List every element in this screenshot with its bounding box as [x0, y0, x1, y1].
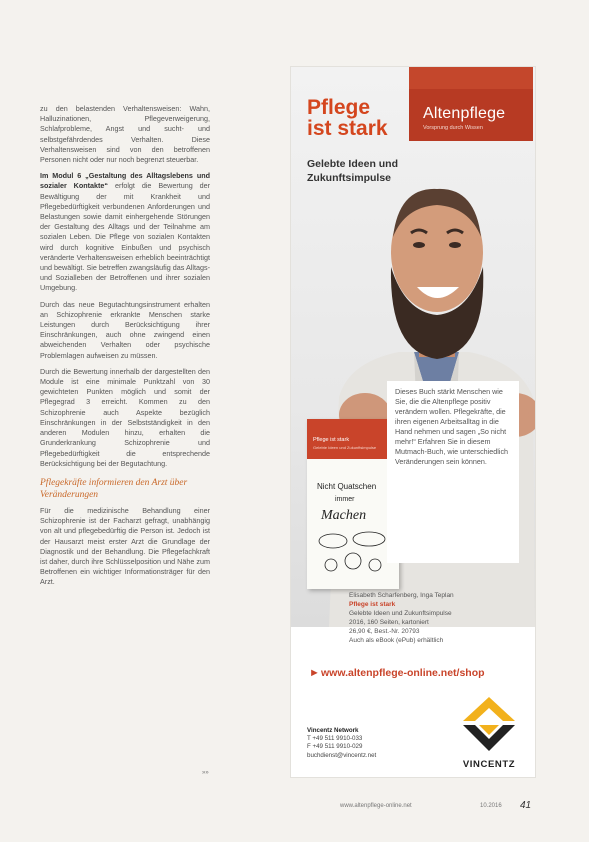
article-paragraph-1: zu den belastenden Verhaltensweisen: Wahn, Halluzinationen, Pflegeverweigerung, Schlafprobleme, Angst und sucht- und selbstgefährdendes Verhalten. Diese Verhaltensweisen sind von den betroffenen Personen nicht oder nur noch begrenzt steuerbar. [40, 104, 210, 165]
ad-headline [307, 97, 388, 139]
article-column [40, 104, 210, 594]
continued-mark: »» [202, 770, 209, 776]
publisher-email[interactable]: buchdienst@vincentz.net [307, 751, 377, 759]
ad-headline-line-1: Pflege [307, 96, 371, 119]
vincentz-logo-icon [459, 695, 519, 753]
book-info [349, 591, 529, 645]
book-art-line-2: immer [335, 496, 355, 503]
ad-description-box [387, 381, 519, 563]
footer-issue: 10.2016 [480, 803, 502, 809]
article-paragraph-3: Durch das neue Begutachtungsinstrument erhalten an Schizophrenie erkrankte Menschen starke Leistungen durch Berücksichtigung ihrer Einschränkungen, auch ohne zwingend einen abweichenden Verhalten oder psychische Problemlagen aufweisen zu müssen. [40, 299, 210, 360]
article-paragraph-4: Durch die Bewertung innerhalb der dargestellten den Module ist eine minimale Punktzahl von 30 gewichteten Punkten möglich und somit der Pflegegrad 3 erreicht. Kommen zu den Schizophrenie auch Aspekte bezüglich Einschränkungen in der Selbstständigkeit in den anderen Modulen hinzu, erhalten die Grunderkrankung Schizophrenie und Pflegebedürftigkeit die entsprechende Berücksichtigung bei der Begutachtung. [40, 366, 210, 468]
book-detail-3: 26,90 €, Best.-Nr. 20793 [349, 628, 420, 635]
ad-description: Dieses Buch stärkt Menschen wie Sie, die die Altenpflege positiv verändern wollen. Pflegekräfte, die ihren eigenen Arbeitsalltag in die Hand nehmen und sagen „So nicht mehr!“ Erfahren Sie in diesem Mutmach-Buch, wie unterschiedlich Veränderungen sein können. [395, 387, 509, 466]
arrow-right-icon: ► [309, 667, 320, 679]
book-cover-title: Pflege ist stark [313, 437, 350, 443]
publisher-phone: T +49 511 9910-033 [307, 735, 363, 743]
article-paragraph-5: Für die medizinische Behandlung einer Schizophrenie ist der Facharzt gefragt, unabhängig von alt und pflegebedürftig die Person ist. Jedoch ist der Hausarzt meist erster Arzt die Grundlage der Diagnostik und der Behandlung. Die Pflegefachkraft ist daher, durch ihre Schlüsselposition und Nähe zum Betroffenen ein wichtiger Informationsträger für den Arzt. [40, 505, 210, 587]
publisher-fax: F +49 511 9910-029 [307, 743, 363, 751]
publisher-contact [307, 727, 437, 760]
footer-url: www.altenpflege-online.net [340, 803, 412, 809]
book-cover [307, 419, 399, 589]
book-advertisement [290, 66, 536, 778]
shop-link-row[interactable] [309, 665, 529, 681]
ad-headline-line-2: ist stark [307, 117, 388, 140]
brand-name: Altenpflege [423, 105, 506, 122]
module-6-lead: Im Modul 6 „Gestaltung des Alltagslebens und sozialer Kontakte“ [40, 171, 210, 191]
book-detail-2: 2016, 160 Seiten, kartoniert [349, 619, 429, 626]
article-subheading: Pflegekräfte informieren den Arzt über Veränderungen [40, 477, 188, 500]
book-cover-lettering-art [313, 475, 393, 579]
module-6-text: erfolgt die Bewertung der Bewältigung der mit Krankheit und Pflegebedürftigkeit verbundenen Anforderungen und Belastungen sowie damit einhergehende Störungen der Gestaltung des Alltags und der Teilnahme am sozialen Leben. Die Pflege von sozialen Kontakten wird durch kognitive Einbußen und psychisch veränderte Verhaltensweisen erheblich beeinträchtigt und bewältigt. Sie betreffen zwangsläufig das Alltags- und Sozialleben der Betroffenen und ihrer sozialen Umgebung. [40, 181, 210, 293]
book-detail-1: Gelebte Ideen und Zukunftsimpulse [349, 610, 452, 617]
brand-top-strip [409, 67, 533, 89]
book-detail-4: Auch als eBook (ePub) erhältlich [349, 637, 444, 644]
brand-tagline: Vorsprung durch Wissen [423, 125, 483, 131]
book-authors: Elisabeth Scharfenberg, Inga Teplan [349, 592, 454, 599]
altenpflege-brand-box [409, 67, 533, 141]
book-cover-subtitle: Gelebte Ideen und Zukunftsimpulse [313, 445, 377, 450]
shop-url[interactable]: www.altenpflege-online.net/shop [321, 667, 485, 679]
book-title: Pflege ist stark [349, 601, 396, 608]
book-art-line-3: Machen [321, 508, 367, 523]
publisher-name: Vincentz Network [307, 727, 359, 734]
page-number: 41 [520, 800, 532, 811]
ad-subline: Gelebte Ideen und Zukunftsimpulse [307, 158, 399, 184]
vincentz-logo-text: VINCENTZ [462, 759, 516, 770]
article-paragraph-2 [40, 171, 210, 293]
book-art-line-1: Nicht Quatschen [317, 482, 377, 491]
